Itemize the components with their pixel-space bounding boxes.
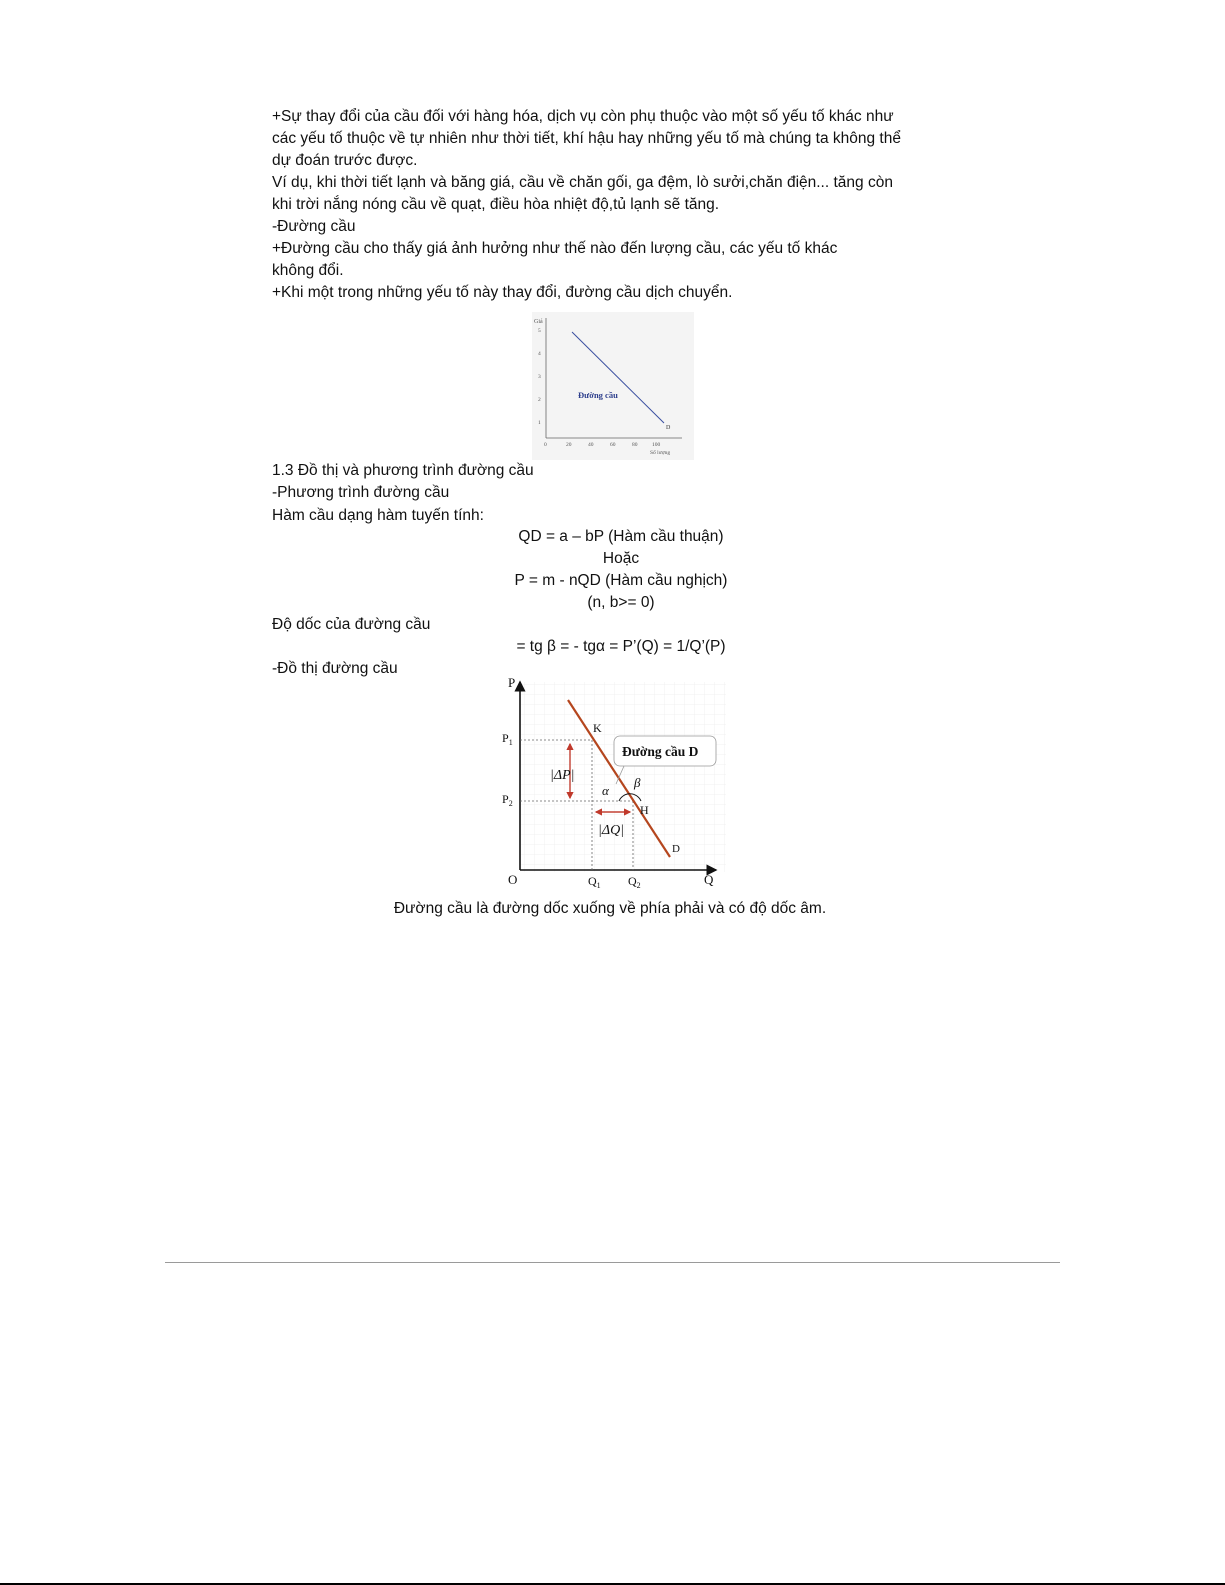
curve-end-label: D <box>666 425 671 431</box>
paragraph-line: không đổi. <box>272 262 344 279</box>
curve-end-label: D <box>672 843 680 855</box>
slope-equation: = tg β = - tgα = P’(Q) = 1/Q’(P) <box>516 638 726 655</box>
q2-label: $Q_2$ <box>628 874 641 890</box>
p2-label: $P_2$ <box>502 792 513 808</box>
equation-inverse: P = m - nQD (Hàm cầu nghịch) <box>514 572 728 589</box>
demand-slope-figure <box>494 674 734 896</box>
alpha-label: α <box>602 783 609 798</box>
callout-label: Đường cầu D <box>622 744 699 759</box>
y-tick: 1 <box>538 420 541 426</box>
paragraph-line: -Đường cầu <box>272 218 356 235</box>
demand-curve-svg <box>532 312 694 460</box>
y-tick: 3 <box>538 374 541 380</box>
beta-label: β <box>634 775 641 790</box>
paragraph-line: +Sự thay đổi của cầu đối với hàng hóa, dịch vụ còn phụ thuộc vào một số yếu tố khác như <box>272 108 894 125</box>
origin-label: O <box>508 872 518 887</box>
page-divider <box>165 1262 1060 1263</box>
equation-or: Hoặc <box>602 550 640 567</box>
paragraph-line: +Khi một trong những yếu tố này thay đổi, đường cầu dịch chuyển. <box>272 284 733 301</box>
demand-curve-figure <box>532 312 694 460</box>
y-tick: 2 <box>538 397 541 403</box>
delta-q-label: |ΔQ| <box>598 823 625 838</box>
paragraph-line: dự đoán trước được. <box>272 152 418 169</box>
q1-label: $Q_1$ <box>588 874 601 890</box>
section-heading: 1.3 Đồ thị và phương trình đường cầu <box>272 462 534 479</box>
paragraph-line: khi trời nắng nóng cầu về quạt, điều hòa nhiệt độ,tủ lạnh sẽ tăng. <box>272 196 720 213</box>
y-axis-title: Giá <box>534 319 543 325</box>
point-h-label: H <box>640 803 649 817</box>
axis-q-label: Q <box>704 872 714 887</box>
demand-slope-svg <box>494 674 734 896</box>
delta-p-label: |ΔP| <box>550 768 575 783</box>
paragraph-line: Ví dụ, khi thời tiết lạnh và băng giá, cầu về chăn gối, ga đệm, lò sưởi,chăn điện... tăng còn <box>272 174 893 191</box>
x-tick: 20 <box>566 442 572 448</box>
figure-caption: Đường cầu là đường dốc xuống về phía phải và có độ dốc âm. <box>393 900 827 917</box>
x-tick: 60 <box>610 442 616 448</box>
paragraph-line: +Đường cầu cho thấy giá ảnh hưởng như thế nào đến lượng cầu, các yếu tố khác <box>272 240 838 257</box>
graph-heading: -Đồ thị đường cầu <box>272 660 398 677</box>
equation-heading: -Phương trình đường cầu <box>272 484 450 501</box>
linear-intro: Hàm cầu dạng hàm tuyến tính: <box>272 507 484 524</box>
axis-p-label: P <box>508 675 516 690</box>
y-tick: 5 <box>538 328 541 334</box>
demand-line <box>572 332 664 423</box>
p1-label: $P_1$ <box>502 731 513 747</box>
slope-heading: Độ dốc của đường cầu <box>272 616 431 633</box>
x-tick: 0 <box>544 442 547 448</box>
x-axis-title: Số lượng <box>650 450 671 456</box>
equation-direct: QD = a – bP (Hàm cầu thuận) <box>518 528 724 545</box>
paragraph-line: các yếu tố thuộc về tự nhiên như thời tiết, khí hậu hay những yếu tố mà chúng ta không thể <box>272 130 901 147</box>
x-tick: 100 <box>652 442 661 448</box>
equation-condition: (n, b>= 0) <box>587 594 655 611</box>
y-tick: 4 <box>538 351 541 357</box>
curve-label: Đường cầu <box>578 390 618 400</box>
x-tick: 40 <box>588 442 594 448</box>
x-tick: 80 <box>632 442 638 448</box>
point-k-label: K <box>593 721 602 735</box>
